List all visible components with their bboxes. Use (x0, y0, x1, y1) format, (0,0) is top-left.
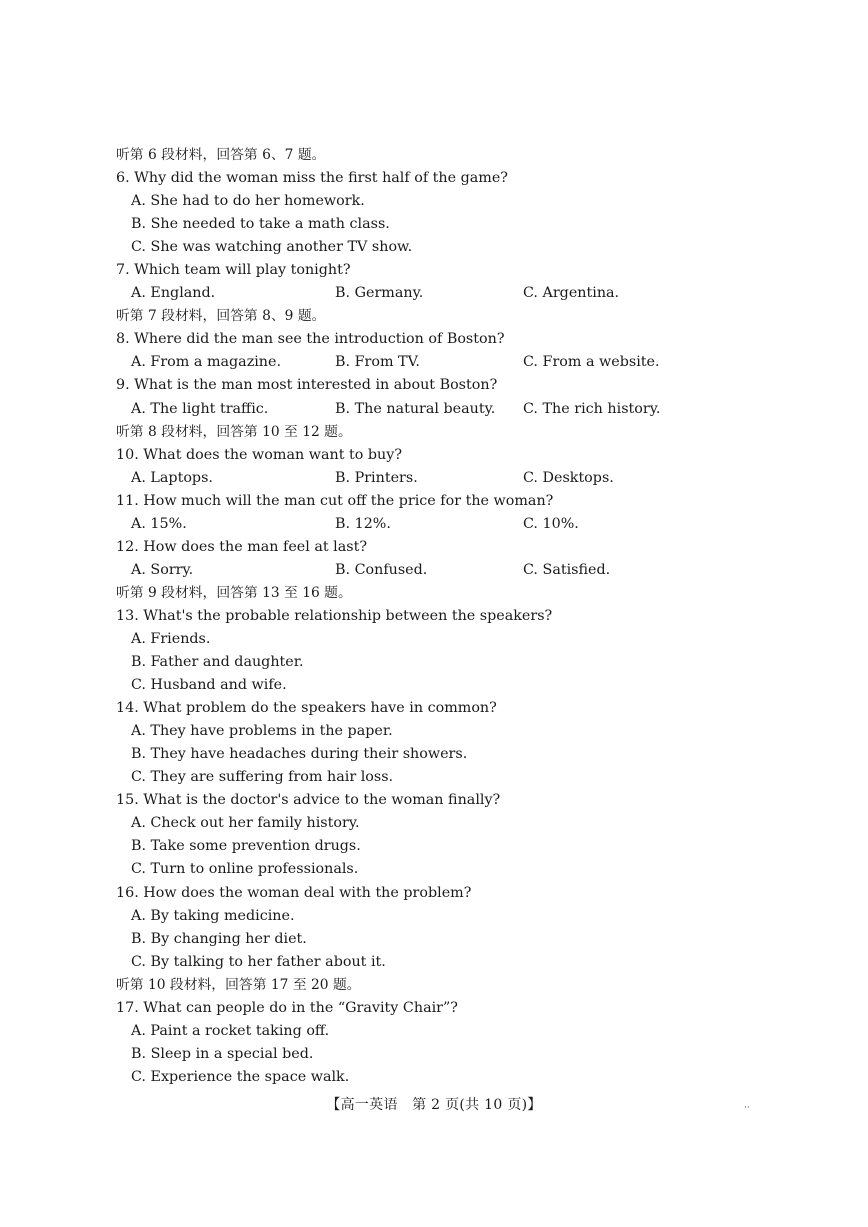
answer-option: C. They are suffering from hair loss. (131, 769, 394, 786)
page-footer: 【高一英语 第 2 页(共 10 页)】 (326, 1097, 542, 1113)
answer-option: A. Friends. (131, 630, 211, 647)
answer-option: B. She needed to take a math class. (131, 216, 390, 233)
answer-option: A. She had to do her homework. (131, 193, 365, 210)
question-text: 11. How much will the man cut off the price for the woman? (116, 492, 554, 509)
question-text: 6. Why did the woman miss the first half of the game? (116, 170, 508, 187)
option-row (116, 467, 736, 490)
answer-option: B. Father and daughter. (131, 654, 304, 671)
answer-option: B. Sleep in a special bed. (131, 1045, 314, 1062)
corner-mark: ·· (744, 1103, 750, 1113)
option-b: B. Printers. (335, 469, 418, 486)
answer-option: B. Take some prevention drugs. (131, 838, 361, 855)
option-c: C. 10%. (523, 515, 579, 532)
option-a: A. The light traffic. (131, 400, 269, 417)
question-text: 12. How does the man feel at last? (116, 538, 368, 555)
option-a: A. 15%. (131, 515, 187, 532)
section-heading: 听第 7 段材料，回答第 8、9 题。 (116, 308, 326, 325)
option-c: C. The rich history. (523, 400, 661, 417)
answer-option: C. Experience the space walk. (131, 1068, 350, 1085)
option-a: A. From a magazine. (131, 354, 282, 371)
section-heading: 听第 10 段材料，回答第 17 至 20 题。 (116, 976, 361, 993)
option-c: C. From a website. (523, 354, 660, 371)
question-content (116, 144, 736, 1089)
question-text: 17. What can people do in the “Gravity Chair”? (116, 999, 458, 1016)
question-text: 9. What is the man most interested in about Boston? (116, 377, 498, 394)
question-text: 8. Where did the man see the introduction of Boston? (116, 331, 505, 348)
answer-option: C. Turn to online professionals. (131, 861, 359, 878)
question-text: 13. What's the probable relationship between the speakers? (116, 607, 553, 624)
option-a: A. Sorry. (131, 561, 194, 578)
section-heading: 听第 9 段材料，回答第 13 至 16 题。 (116, 584, 352, 601)
option-b: B. The natural beauty. (335, 400, 496, 417)
option-b: B. From TV. (335, 354, 420, 371)
answer-option: B. By changing her diet. (131, 930, 307, 947)
section-heading: 听第 6 段材料，回答第 6、7 题。 (116, 147, 326, 163)
answer-option: A. By taking medicine. (131, 907, 295, 924)
answer-option: C. Husband and wife. (131, 677, 287, 694)
option-b: B. Confused. (335, 561, 428, 578)
option-c: C. Satisfied. (523, 561, 611, 578)
answer-option: A. Check out her family history. (131, 815, 360, 832)
option-row (116, 513, 736, 536)
option-c: C. Argentina. (523, 285, 620, 302)
option-row (116, 559, 736, 582)
answer-option: A. Paint a rocket taking off. (131, 1022, 330, 1039)
option-row (116, 398, 736, 421)
question-text: 16. How does the woman deal with the problem? (116, 884, 472, 901)
option-a: A. Laptops. (131, 469, 213, 486)
option-row (116, 351, 736, 374)
option-b: B. Germany. (335, 285, 424, 302)
question-text: 7. Which team will play tonight? (116, 262, 351, 279)
option-c: C. Desktops. (523, 469, 614, 486)
answer-option: C. By talking to her father about it. (131, 953, 386, 970)
question-text: 10. What does the woman want to buy? (116, 446, 402, 463)
answer-option: B. They have headaches during their showers. (131, 746, 468, 763)
option-row (116, 282, 736, 305)
answer-option: C. She was watching another TV show. (131, 239, 413, 256)
question-text: 14. What problem do the speakers have in common? (116, 700, 497, 717)
option-b: B. 12%. (335, 515, 391, 532)
option-a: A. England. (131, 285, 216, 302)
question-text: 15. What is the doctor's advice to the woman finally? (116, 792, 501, 809)
section-heading: 听第 8 段材料，回答第 10 至 12 题。 (116, 423, 352, 440)
answer-option: A. They have problems in the paper. (131, 723, 393, 740)
